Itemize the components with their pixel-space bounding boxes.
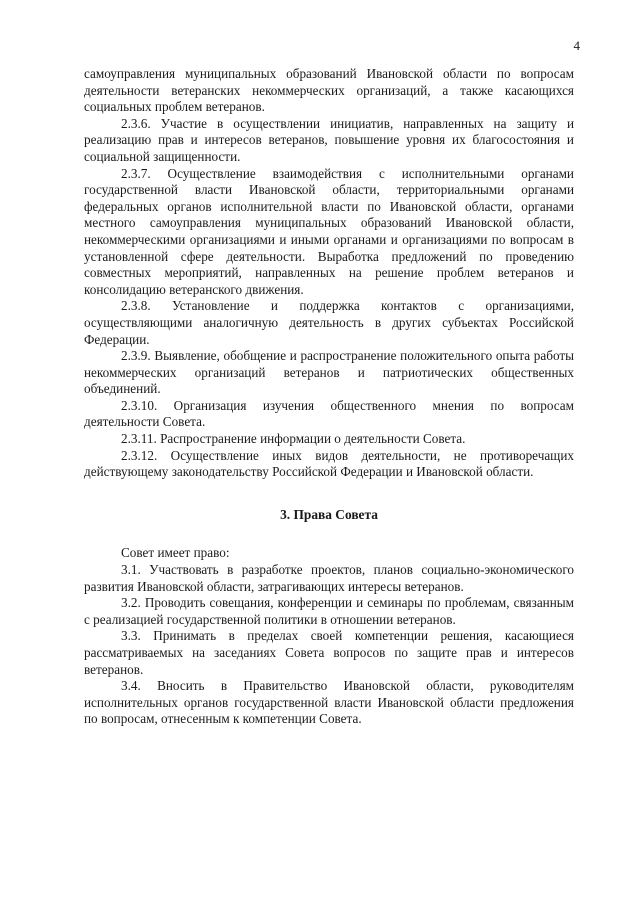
paragraph: 2.3.9. Выявление, обобщение и распространение положительного опыта работы некоммерческих организаций ветеранов и патриотических общественных объединений. xyxy=(84,348,574,397)
paragraph: 3.4. Вносить в Правительство Ивановской области, руководителям исполнительных органов государственной власти Ивановской области предложения по вопросам, отнесенным к компетенции Совета. xyxy=(84,678,574,727)
document-body xyxy=(84,66,574,728)
paragraph: 3.1. Участвовать в разработке проектов, планов социально-экономического развития Ивановской области, затрагивающих интересы ветеранов. xyxy=(84,562,574,594)
paragraph: 2.3.8. Установление и поддержка контактов с организациями, осуществляющими аналогичную деятельность в других субъектах Российской Федерации. xyxy=(84,298,574,347)
paragraph: 2.3.11. Распространение информации о деятельности Совета. xyxy=(121,431,466,447)
section-3-paragraphs xyxy=(84,545,574,728)
paragraph: 3.2. Проводить совещания, конференции и семинары по проблемам, связанным с реализацией государственной политики в отношении ветеранов. xyxy=(84,595,574,627)
paragraph: 2.3.7. Осуществление взаимодействия с исполнительными органами государственной власти Ивановской области, территориальными органами федеральных органов исполнительной власти по Ивановской области, органами местного самоуправления муниципальных образований Ивановской области, некоммерческими организациями и иными органами и организациями по вопросам в установленной сфере деятельности. Выработка предложений по проведению совместных мероприятий, направленных на решение проблем ветеранов и консолидацию ветеранского движения. xyxy=(84,165,574,297)
section-2-paragraphs xyxy=(84,66,574,481)
paragraph: 2.3.12. Осуществление иных видов деятельности, не противоречащих действующему законодательству Российской Федерации и Ивановской области. xyxy=(84,447,574,480)
paragraph: 2.3.6. Участие в осуществлении инициатив, направленных на защиту и реализацию прав и интересов ветеранов, повышение уровня их благосостояния и социальной защищенности. xyxy=(84,115,574,164)
paragraph: Совет имеет право: xyxy=(121,545,230,561)
paragraph: 3.3. Принимать в пределах своей компетенции решения, касающиеся рассматриваемых на заседаниях Совета вопросов по защите прав и интересов ветеранов. xyxy=(84,628,574,677)
section-title: 3. Права Совета xyxy=(280,506,378,522)
paragraph: 2.3.10. Организация изучения общественного мнения по вопросам деятельности Совета. xyxy=(84,397,574,430)
page-number: 4 xyxy=(573,38,580,53)
paragraph: самоуправления муниципальных образований Ивановской области по вопросам деятельности ветеранских некоммерческих организаций, а также касающихся социальных проблем ветеранов. xyxy=(84,66,574,115)
